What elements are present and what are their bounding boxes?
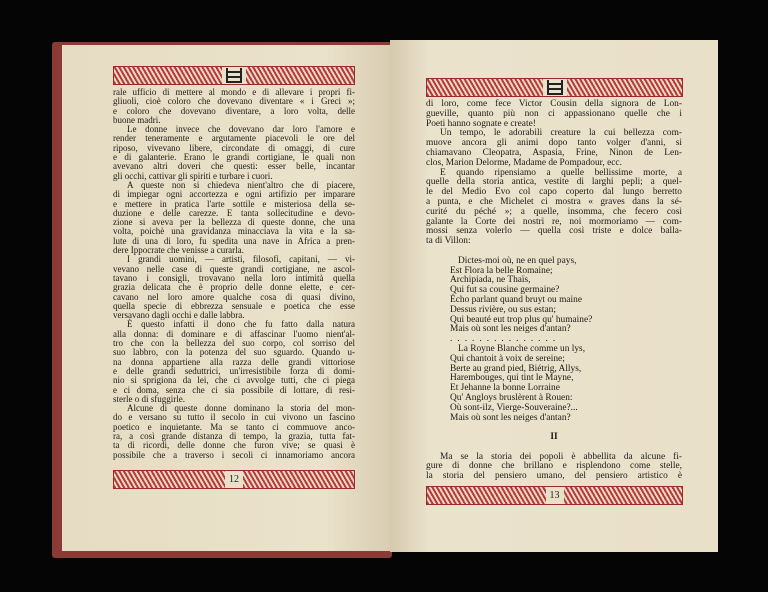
text-line: e ci doma, senza che ci sia possibile di lottare, di resi- — [113, 384, 355, 395]
verse-line: Qui chantoit à voix de sereine; — [450, 353, 565, 364]
text-line: versavano dagli occhi e dalle labbra. — [113, 310, 245, 321]
verse-line: Mais où sont les neiges d'antan? — [450, 324, 571, 335]
verse-line: Et Jehanne la bonne Lorraine — [450, 383, 560, 394]
page-number-right: 13 — [549, 490, 560, 501]
text-line: na donna appartiene alla razza delle grandi vittoriose — [113, 356, 355, 367]
left-page-text — [113, 88, 355, 460]
verse-line: Berte au grand pied, Biétrig, Allys, — [450, 363, 582, 374]
text-line: render teneramente e argutamente piacevoli le ore del — [113, 133, 355, 144]
text-line: E quando ripensiamo a quelle bellissime morte, a — [440, 167, 682, 178]
text-line: di loro, come fece Victor Cousin della signora de Lon- — [426, 99, 682, 109]
verse-line: Harembouges, qui tint le Mayne, — [450, 373, 574, 384]
section-heading: II — [550, 432, 558, 443]
text-line: poetico e inquietante. Ma se tanto ci commuove anco- — [113, 421, 355, 432]
text-line: alla donna: di dominare e di affascinar l'uomo nient'al- — [113, 328, 355, 339]
verse-line: Mais où sont les neiges d'antan? — [450, 412, 571, 423]
top-ornament-right — [426, 78, 683, 97]
text-line: quella specie di ebbrezza sensuale e poetica che esse — [113, 300, 355, 311]
text-line: I grandi uomini, — artisti, filosofi, capitani, — vi- — [127, 254, 355, 265]
verse-line: Dessus rivière, ou sus estan; — [450, 304, 556, 315]
verse-line: La Royne Blanche comme un lys, — [458, 343, 586, 354]
text-line: e delle grandi seduttrici, un'irresistibile forza di domi- — [113, 365, 355, 376]
text-line: mossi senza volerlo — quella così triste e dolce balla- — [426, 226, 682, 237]
page-number-left: 12 — [229, 474, 239, 485]
text-line: chiamavano Cleopatra, Aspasia, Frine, Ninon de Len- — [426, 147, 682, 158]
text-line: ta di ricordi, delle donne che furon vive; se quasi è — [113, 440, 355, 451]
text-line: curité du péché »; a quelle, insomma, che fecero così — [426, 206, 682, 217]
text-line: le del Medio Evo col capo coperto dal lungo berretto — [426, 187, 682, 198]
text-line: rale ufficio di mettere al mondo e di allevare i propri fi- — [113, 87, 355, 97]
text-line: ra, a così grande distanza di tempo, la grazia, tutta fat- — [113, 430, 355, 441]
bottom-ornament-left — [113, 470, 355, 489]
text-line: gliuoli, cioè coloro che dovevano diventare « i Greci »; — [113, 96, 355, 107]
ladder-emblem — [226, 68, 242, 83]
text-line: Poeti hanno sognate e create! — [426, 118, 536, 129]
text-line: vevano nelle case di queste grandi cortigiane, ne ascol- — [113, 263, 355, 274]
text-line: gli occhi, cattivar gli spiriti e turbare i cuori. — [113, 170, 273, 181]
text-line: duzione e delle carezze. E tanta sollecitudine e devo- — [113, 207, 355, 218]
verse-line: Qu' Angloys bruslèrent à Rouen: — [450, 392, 573, 403]
verse-line: Dictes-moi où, ne en quel pays, — [458, 255, 577, 266]
text-line: grazia delicata che è proprio delle donne elette, e cer- — [113, 282, 355, 293]
verse-line: Qui fut sa cousine germaine? — [450, 285, 560, 296]
text-line: Alcune di queste donne dominano la storia del mon- — [127, 403, 355, 414]
text-line: la storia del pensiero umano, del pensiero artistico è — [426, 471, 682, 482]
text-line: e coloro che dovevano diventare, a loro volta, delle — [113, 105, 355, 116]
text-line: avevano altri doveri che questi: esser belle, incantar — [113, 161, 355, 172]
text-line: sterle o di sfuggirle. — [113, 393, 185, 404]
text-line: a punta, e che Michelet ci mostra « graves dans la sé- — [426, 196, 682, 207]
verse-line: Archipiada, ne Thaïs, — [450, 275, 531, 286]
text-line: Le donne invece che dovevano dar loro l'amore e — [127, 124, 355, 135]
text-line: e di galanterie. Erano le grandi cortigiane, le quali non — [113, 152, 355, 163]
verse-line: Écho parlant quand bruyt ou maine — [450, 294, 582, 305]
text-line: cavano nel loro amore qualche cosa di quasi divino, — [113, 291, 355, 302]
text-line: galante la Corte dei nostri re, noi mormoriamo — com- — [426, 216, 682, 227]
ladder-emblem — [547, 80, 563, 95]
verse-line: Est Flora la belle Romaine; — [450, 265, 553, 276]
top-ornament-left — [113, 66, 355, 85]
text-line: clos, Marion Delorme, Madame de Pompadour, ecc. — [426, 157, 622, 168]
text-line: Ma se la storia dei popoli è abbellita da alcune fi- — [440, 451, 682, 462]
bottom-ornament-right — [426, 486, 683, 505]
text-line: gueville, quanto più non ci appassionano quelle che i — [426, 108, 682, 119]
text-line: A queste non si chiedeva nient'altro che di piacere, — [127, 179, 355, 190]
text-line: nio si sprigiona da lei, che ci avvolge tutti, che ci piega — [113, 375, 355, 386]
text-line: possibile che a traverso i secoli ci innamoriamo ancora — [113, 449, 355, 460]
text-line: muove ancora gli animi dopo tanto volger d'anni, si — [426, 138, 682, 149]
text-line: do e versano su tutto il secolo in cui vivono un fascino — [113, 412, 355, 423]
text-line: tro che con la bellezza del suo corpo, col sorriso del — [113, 338, 355, 349]
verse-ellipsis: ............... — [450, 334, 561, 345]
text-line: di impiegar ogni accortezza e ogni artifizio per imparare — [113, 189, 355, 200]
verse-line: Où sont-ilz, Vierge-Souveraine?... — [450, 402, 578, 413]
text-line: dere Ippocrate che venisse a curarla. — [113, 245, 244, 256]
text-line: Un tempo, le adorabili creature la cui bellezza com- — [440, 128, 682, 139]
text-line: suo labbro, con la potenza del suo sguardo. Quando u- — [113, 347, 355, 358]
text-line: tavano i consigli, trovavano nella loro intimità quella — [113, 272, 355, 283]
text-line: ta di Villon: — [426, 236, 471, 247]
verse-line: Qui beauté eut trop plus qu' humaine? — [450, 314, 593, 325]
text-line: gure di donne che brillano e risplendono come stelle, — [426, 461, 682, 472]
text-line: buone madri. — [113, 114, 161, 125]
text-line: È questo infatti il dono che fu fatto dalla natura — [127, 319, 355, 330]
right-page-text — [426, 100, 682, 482]
text-line: volta, poichè una gravidanza minacciava la vita e la sa- — [113, 226, 355, 237]
text-line: lute di una di loro, fu spedita una nave in Africa a pren- — [113, 235, 355, 246]
text-line: riposo, vivevano libere, circondate di omaggi, di cure — [113, 142, 355, 153]
text-line: e mettere in pratica l'arte sottile e misteriosa della se- — [113, 198, 355, 209]
text-line: zione si aveva per la bellezza di queste donne, che una — [113, 217, 355, 228]
text-line: quelle della storia antica, vestite di larghi pepli; a quel- — [426, 177, 682, 188]
